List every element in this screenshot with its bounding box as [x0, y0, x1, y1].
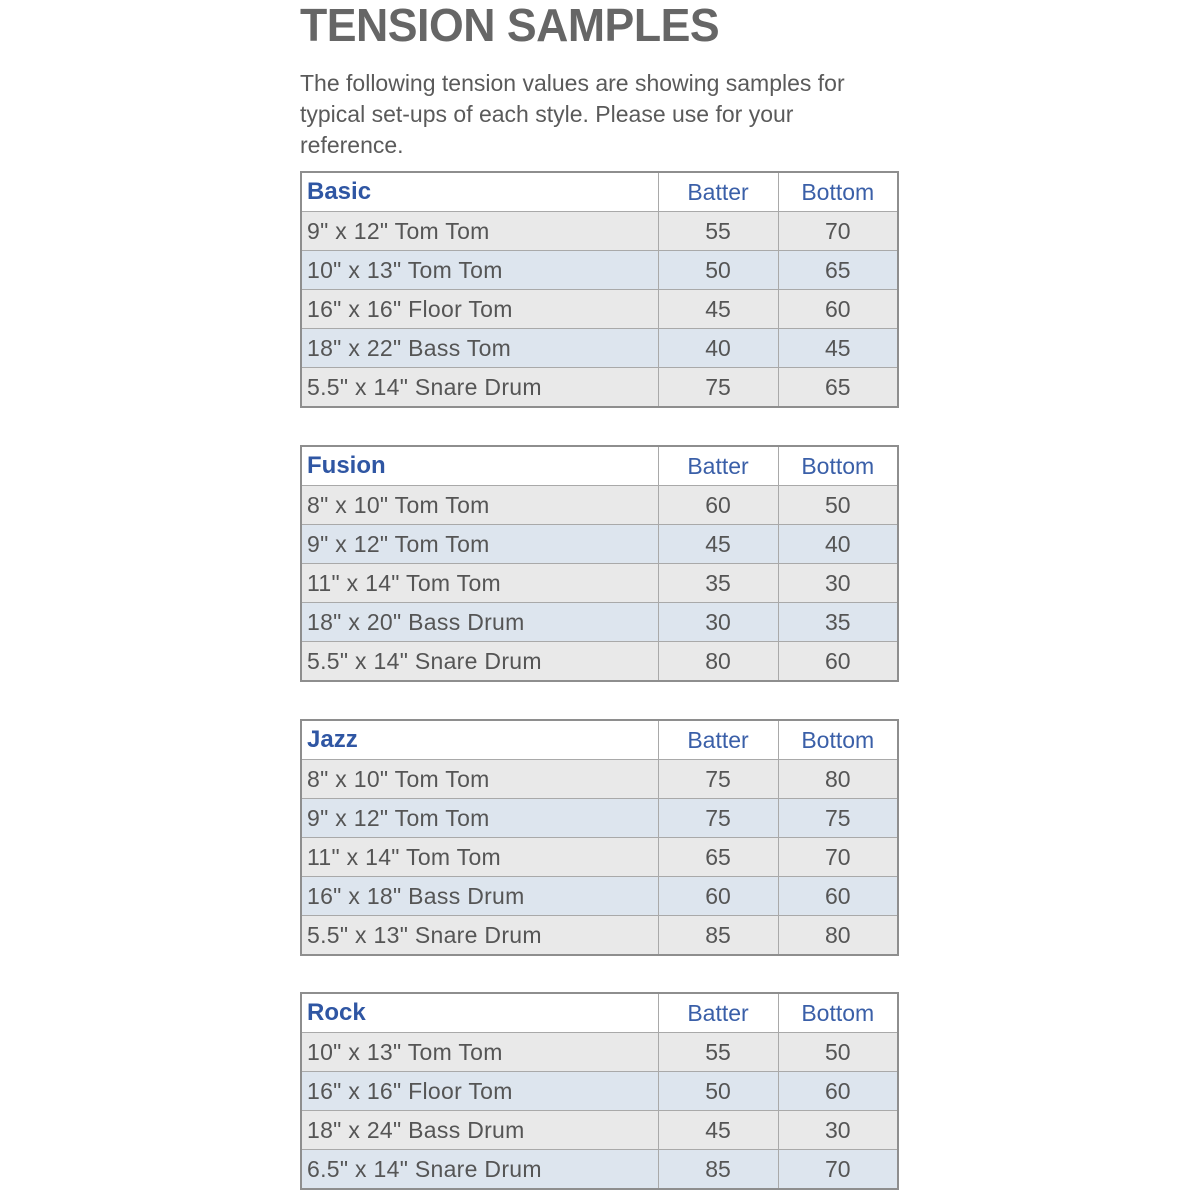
batter-value-cell: 75 — [658, 760, 778, 799]
batter-value-cell: 50 — [658, 1072, 778, 1111]
batter-value-cell: 35 — [658, 564, 778, 603]
bottom-value-cell: 60 — [778, 1072, 898, 1111]
bottom-column-header: Bottom — [778, 993, 898, 1033]
batter-value-cell: 50 — [658, 251, 778, 290]
tension-table-rock — [300, 992, 899, 1190]
batter-value-cell: 45 — [658, 525, 778, 564]
bottom-value-cell: 70 — [778, 212, 898, 251]
drum-size-cell: 11" x 14" Tom Tom — [301, 564, 658, 603]
table-row — [301, 642, 898, 682]
style-name-heading: Rock — [301, 993, 658, 1033]
drum-size-cell: 16" x 16" Floor Tom — [301, 290, 658, 329]
batter-column-header: Batter — [658, 993, 778, 1033]
style-name-heading: Fusion — [301, 446, 658, 486]
batter-value-cell: 80 — [658, 642, 778, 682]
table-row — [301, 877, 898, 916]
bottom-value-cell: 45 — [778, 329, 898, 368]
table-row — [301, 368, 898, 408]
table-header-row — [301, 172, 898, 212]
table-row — [301, 564, 898, 603]
batter-value-cell: 40 — [658, 329, 778, 368]
bottom-value-cell: 60 — [778, 290, 898, 329]
drum-size-cell: 6.5" x 14" Snare Drum — [301, 1150, 658, 1190]
drum-size-cell: 18" x 24" Bass Drum — [301, 1111, 658, 1150]
page-title: TENSION SAMPLES — [300, 0, 720, 51]
bottom-value-cell: 50 — [778, 486, 898, 525]
tension-samples-page — [300, 0, 900, 1182]
table-row — [301, 1033, 898, 1072]
bottom-value-cell: 65 — [778, 251, 898, 290]
drum-size-cell: 10" x 13" Tom Tom — [301, 1033, 658, 1072]
batter-column-header: Batter — [658, 720, 778, 760]
table-row — [301, 603, 898, 642]
batter-value-cell: 85 — [658, 1150, 778, 1190]
bottom-value-cell: 65 — [778, 368, 898, 408]
drum-size-cell: 11" x 14" Tom Tom — [301, 838, 658, 877]
bottom-value-cell: 30 — [778, 1111, 898, 1150]
batter-value-cell: 75 — [658, 799, 778, 838]
batter-column-header: Batter — [658, 172, 778, 212]
table-row — [301, 1072, 898, 1111]
drum-size-cell: 16" x 16" Floor Tom — [301, 1072, 658, 1111]
batter-value-cell: 55 — [658, 1033, 778, 1072]
bottom-value-cell: 40 — [778, 525, 898, 564]
bottom-value-cell: 60 — [778, 877, 898, 916]
batter-value-cell: 45 — [658, 290, 778, 329]
table-header-row — [301, 993, 898, 1033]
tension-table-jazz — [300, 719, 899, 956]
intro-text: The following tension values are showing samples for typical set-ups of each style. Please use for your reference. — [300, 70, 845, 158]
style-name-heading: Jazz — [301, 720, 658, 760]
drum-size-cell: 8" x 10" Tom Tom — [301, 486, 658, 525]
table-row — [301, 329, 898, 368]
drum-size-cell: 18" x 20" Bass Drum — [301, 603, 658, 642]
batter-value-cell: 60 — [658, 486, 778, 525]
table-row — [301, 290, 898, 329]
bottom-value-cell: 80 — [778, 760, 898, 799]
batter-value-cell: 30 — [658, 603, 778, 642]
bottom-value-cell: 70 — [778, 838, 898, 877]
bottom-value-cell: 70 — [778, 1150, 898, 1190]
bottom-column-header: Bottom — [778, 172, 898, 212]
drum-size-cell: 10" x 13" Tom Tom — [301, 251, 658, 290]
drum-size-cell: 5.5" x 14" Snare Drum — [301, 368, 658, 408]
drum-size-cell: 5.5" x 13" Snare Drum — [301, 916, 658, 956]
batter-value-cell: 65 — [658, 838, 778, 877]
table-header-row — [301, 446, 898, 486]
bottom-value-cell: 35 — [778, 603, 898, 642]
batter-column-header: Batter — [658, 446, 778, 486]
batter-value-cell: 60 — [658, 877, 778, 916]
bottom-value-cell: 75 — [778, 799, 898, 838]
table-row — [301, 251, 898, 290]
drum-size-cell: 5.5" x 14" Snare Drum — [301, 642, 658, 682]
table-row — [301, 799, 898, 838]
table-row — [301, 212, 898, 251]
batter-value-cell: 75 — [658, 368, 778, 408]
bottom-value-cell: 80 — [778, 916, 898, 956]
batter-value-cell: 85 — [658, 916, 778, 956]
style-name-heading: Basic — [301, 172, 658, 212]
drum-size-cell: 16" x 18" Bass Drum — [301, 877, 658, 916]
table-row — [301, 760, 898, 799]
bottom-value-cell: 30 — [778, 564, 898, 603]
batter-value-cell: 45 — [658, 1111, 778, 1150]
drum-size-cell: 9" x 12" Tom Tom — [301, 212, 658, 251]
bottom-value-cell: 60 — [778, 642, 898, 682]
table-row — [301, 486, 898, 525]
batter-value-cell: 55 — [658, 212, 778, 251]
drum-size-cell: 8" x 10" Tom Tom — [301, 760, 658, 799]
table-row — [301, 525, 898, 564]
drum-size-cell: 9" x 12" Tom Tom — [301, 799, 658, 838]
bottom-column-header: Bottom — [778, 446, 898, 486]
drum-size-cell: 9" x 12" Tom Tom — [301, 525, 658, 564]
table-row — [301, 838, 898, 877]
table-header-row — [301, 720, 898, 760]
bottom-value-cell: 50 — [778, 1033, 898, 1072]
table-row — [301, 1150, 898, 1190]
drum-size-cell: 18" x 22" Bass Tom — [301, 329, 658, 368]
table-row — [301, 1111, 898, 1150]
tension-table-fusion — [300, 445, 899, 682]
tension-table-basic — [300, 171, 899, 408]
bottom-column-header: Bottom — [778, 720, 898, 760]
table-row — [301, 916, 898, 956]
